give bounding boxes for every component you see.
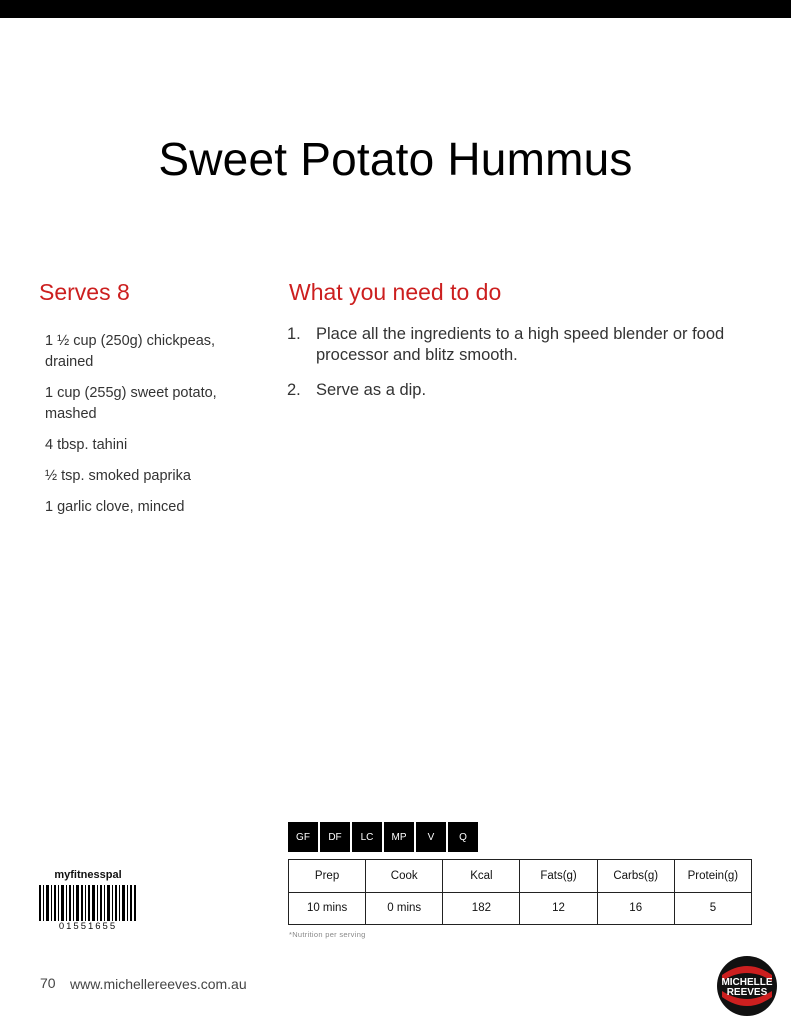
nutrition-header: Protein(g) [674, 860, 751, 893]
diet-tag-gf: GF [288, 822, 318, 852]
nutrition-header: Fats(g) [520, 860, 597, 893]
nutrition-value: 0 mins [366, 892, 443, 925]
ingredient-item: 4 tbsp. tahini [45, 437, 128, 453]
nutrition-header: Cook [366, 860, 443, 893]
step-number: 2. [287, 381, 301, 399]
nutrition-value-row [289, 892, 752, 925]
myfitnesspal-label: myfitnesspal [54, 869, 122, 881]
serves-heading: Serves 8 [39, 279, 130, 305]
logo-text-line2: REEVES [726, 987, 768, 998]
nutrition-header: Kcal [443, 860, 520, 893]
ingredient-item: 1 cup (255g) sweet potato, mashed [45, 385, 217, 422]
nutrition-value: 5 [674, 892, 751, 925]
ingredient-item: 1 ½ cup (250g) chickpeas, drained [45, 333, 216, 370]
ingredient-list [45, 331, 255, 528]
method-heading: What you need to do [289, 279, 502, 305]
ingredient-item: 1 garlic clove, minced [45, 499, 185, 515]
method-steps [287, 324, 737, 415]
myfitnesspal-barcode-block [38, 869, 138, 932]
ingredient-item: ½ tsp. smoked paprika [45, 468, 191, 484]
diet-tag-mp: MP [384, 822, 414, 852]
nutrition-header-row [289, 860, 752, 893]
method-step [287, 380, 737, 401]
nutrition-footnote: *Nutrition per serving [289, 930, 366, 939]
nutrition-value: 12 [520, 892, 597, 925]
page-number: 70 [40, 975, 56, 991]
nutrition-header: Prep [289, 860, 366, 893]
barcode-icon [38, 885, 138, 921]
nutrition-value: 182 [443, 892, 520, 925]
diet-tag-df: DF [320, 822, 350, 852]
recipe-title: Sweet Potato Hummus [158, 133, 633, 185]
diet-tag-q: Q [448, 822, 478, 852]
nutrition-value: 16 [597, 892, 674, 925]
diet-tags [288, 822, 480, 852]
nutrition-table [288, 859, 752, 925]
nutrition-header: Carbs(g) [597, 860, 674, 893]
step-text: Serve as a dip. [316, 381, 427, 399]
step-number: 1. [287, 325, 301, 343]
top-bar [0, 0, 791, 18]
michelle-reeves-logo [716, 955, 778, 1017]
method-step [287, 324, 737, 366]
step-text: Place all the ingredients to a high speed blender or food processor and blitz smooth. [316, 325, 725, 364]
logo-text-line1: MICHELLE [721, 977, 773, 988]
diet-tag-lc: LC [352, 822, 382, 852]
barcode-number: 01551655 [58, 921, 118, 932]
website-link[interactable]: www.michellereeves.com.au [70, 976, 247, 992]
nutrition-value: 10 mins [289, 892, 366, 925]
diet-tag-v: V [416, 822, 446, 852]
